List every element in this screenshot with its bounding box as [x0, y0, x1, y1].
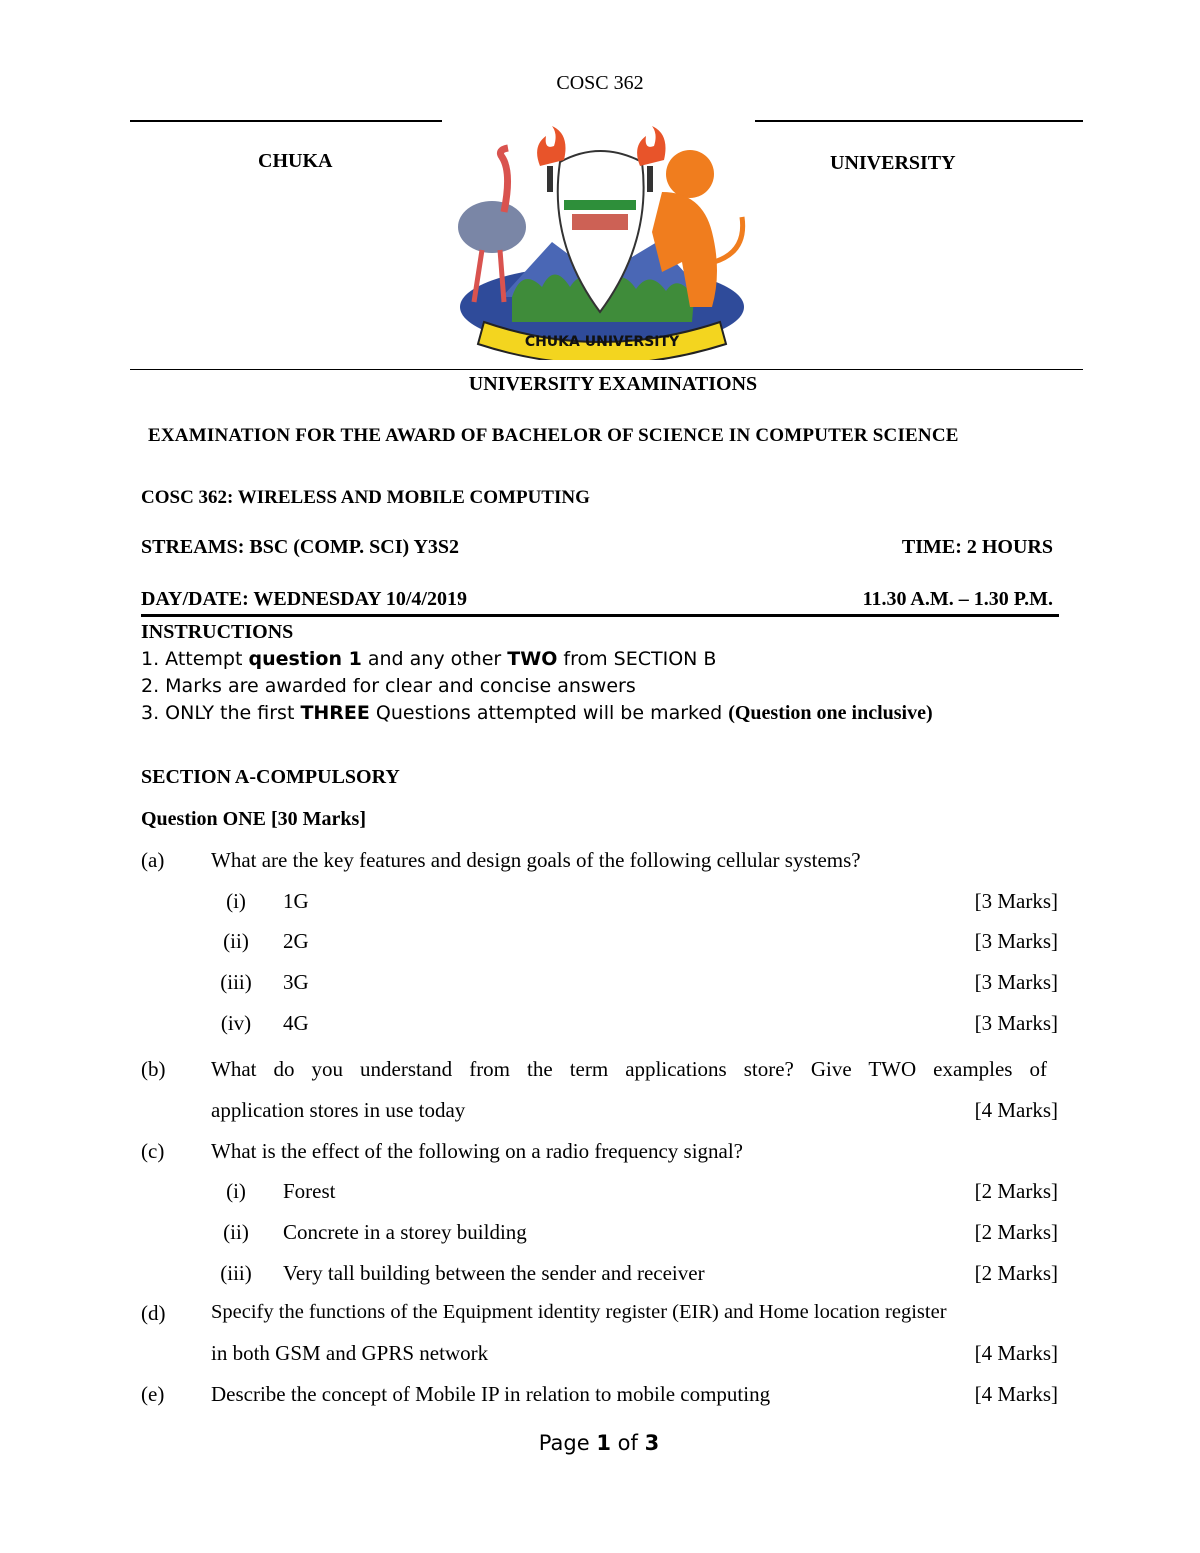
part-b-line-2: application stores in use today [211, 1098, 466, 1122]
footer-total-pages: 3 [644, 1431, 660, 1455]
part-a-sub-3-label: (iii) [220, 970, 252, 994]
part-a-label: (a) [141, 848, 165, 872]
course-title: COSC 362: WIRELESS AND MOBILE COMPUTING [141, 487, 590, 508]
part-a-sub-2-text: 2G [283, 929, 309, 953]
lion-head-icon [666, 150, 714, 198]
right-torch-flame-icon [637, 126, 665, 166]
part-c-label: (c) [141, 1139, 165, 1163]
lion-tail [714, 217, 743, 262]
part-e-text: Describe the concept of Mobile IP in relation to mobile computing [211, 1382, 771, 1406]
part-a-sub-2-label: (ii) [223, 929, 249, 953]
page-footer [0, 1431, 1198, 1455]
part-e-label: (e) [141, 1382, 165, 1406]
footer-of-word: of [617, 1431, 638, 1455]
instruction-3-bold1: THREE [300, 702, 370, 724]
footer-page-word: Page [538, 1431, 590, 1455]
instruction-3-middle: Questions attempted will be marked [369, 702, 729, 724]
exam-heading: UNIVERSITY EXAMINATIONS [468, 373, 758, 395]
part-c-sub-3-marks: [2 Marks] [974, 1261, 1058, 1285]
banner-bottom-rule [130, 369, 1083, 370]
part-d-line-1: Specify the functions of the Equipment identity register (EIR) and Home location register [211, 1301, 947, 1323]
footer-page-number: 1 [596, 1431, 611, 1455]
instruction-3-prefix: 3. ONLY the first [141, 702, 301, 724]
right-torch-handle [647, 166, 653, 192]
part-e-marks: [4 Marks] [974, 1382, 1058, 1406]
ostrich-body-icon [458, 201, 526, 253]
part-a-sub-2-marks: [3 Marks] [974, 929, 1058, 953]
award-line: EXAMINATION FOR THE AWARD OF BACHELOR OF SCIENCE IN COMPUTER SCIENCE [148, 425, 959, 446]
instructions-title: INSTRUCTIONS [141, 621, 294, 643]
part-c-sub-3-label: (iii) [220, 1261, 252, 1285]
part-c-sub-1-label: (i) [226, 1179, 246, 1203]
part-b-label: (b) [141, 1057, 166, 1081]
part-a-sub-4-label: (iv) [220, 1011, 252, 1035]
part-b-marks: [4 Marks] [974, 1098, 1058, 1122]
instruction-1-middle: and any other [361, 648, 508, 670]
part-a-sub-1-marks: [3 Marks] [974, 889, 1058, 913]
instruction-1 [141, 648, 716, 670]
part-c-sub-1-marks: [2 Marks] [974, 1179, 1058, 1203]
part-a-sub-4-text: 4G [283, 1011, 309, 1035]
time-range-line: 11.30 A.M. – 1.30 P.M. [862, 588, 1053, 610]
part-a-text: What are the key features and design goals of the following cellular systems? [211, 848, 861, 872]
section-a-title: SECTION A-COMPULSORY [141, 766, 400, 788]
time-line: TIME: 2 HOURS [901, 536, 1053, 558]
part-a-sub-1-text: 1G [283, 889, 309, 913]
crest-book [572, 214, 628, 230]
part-d-marks: [4 Marks] [974, 1341, 1058, 1365]
part-d-label: (d) [141, 1301, 166, 1325]
instruction-1-suffix: from SECTION B [557, 648, 717, 670]
day-date-line: DAY/DATE: WEDNESDAY 10/4/2019 [141, 588, 467, 610]
crest-ribbon-text: CHUKA UNIVERSITY [524, 334, 680, 350]
left-torch-handle [547, 166, 553, 192]
part-a-sub-4-marks: [3 Marks] [974, 1011, 1058, 1035]
part-a-sub-3-marks: [3 Marks] [974, 970, 1058, 994]
part-a-sub-3-text: 3G [283, 970, 309, 994]
university-crest-icon [442, 122, 755, 360]
instruction-3 [141, 702, 933, 725]
left-torch-flame-icon [537, 126, 565, 166]
banner-right-word: UNIVERSITY [830, 152, 956, 174]
crest-graphic [442, 122, 755, 360]
part-c-sub-2-marks: [2 Marks] [974, 1220, 1058, 1244]
instruction-1-bold1: question 1 [248, 648, 362, 670]
instruction-2: 2. Marks are awarded for clear and concise answers [141, 675, 636, 697]
part-b-line-1: What do you understand from the term applications store? Give TWO examples of [211, 1057, 1047, 1081]
banner-top-rule-left [130, 120, 442, 122]
course-code-header: COSC 362 [556, 72, 644, 94]
date-underline [141, 614, 1059, 617]
part-c-sub-2-label: (ii) [223, 1220, 249, 1244]
part-c-sub-2-text: Concrete in a storey building [283, 1220, 527, 1244]
instruction-3-bold2: (Question one inclusive) [728, 702, 933, 724]
part-a-sub-1-label: (i) [226, 889, 246, 913]
part-c-sub-1-text: Forest [283, 1179, 336, 1203]
streams-line: STREAMS: BSC (COMP. SCI) Y3S2 [141, 536, 460, 558]
crest-shield-band [564, 200, 636, 210]
part-c-sub-3-text: Very tall building between the sender and receiver [283, 1261, 705, 1285]
banner-left-word: CHUKA [258, 150, 333, 172]
question-one-title: Question ONE [30 Marks] [141, 808, 366, 830]
part-c-text: What is the effect of the following on a radio frequency signal? [211, 1139, 744, 1163]
part-d-line-2: in both GSM and GPRS network [211, 1341, 489, 1365]
banner-top-rule-right [755, 120, 1083, 122]
instruction-1-bold2: TWO [507, 648, 558, 670]
instruction-1-prefix: 1. Attempt [141, 648, 249, 670]
